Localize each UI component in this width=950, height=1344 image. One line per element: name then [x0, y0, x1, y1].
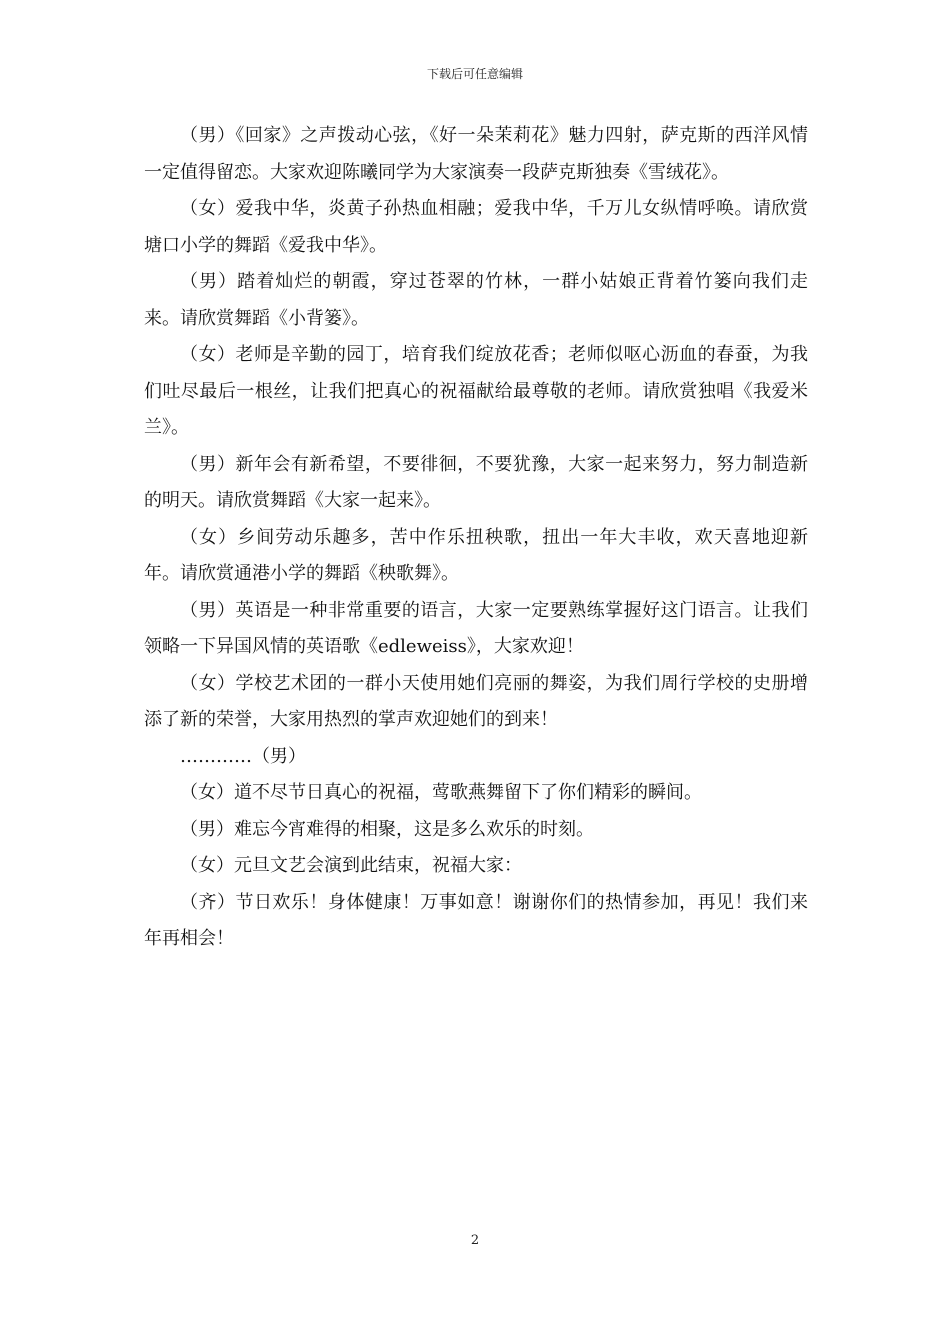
paragraph: （齐）节日欢乐！身体健康！万事如意！谢谢你们的热情参加，再见！我们来年再相会！ [144, 891, 808, 949]
paragraph: （男）踏着灿烂的朝霞，穿过苍翠的竹林，一群小姑娘正背着竹篓向我们走来。请欣赏舞蹈《小背篓》。 [144, 271, 808, 329]
paragraph: （女）元旦文艺会演到此结束，祝福大家： [180, 855, 522, 876]
paragraph: …………（男） [180, 745, 306, 767]
paragraph: （男）难忘今宵难得的相聚，这是多么欢乐的时刻。 [180, 818, 594, 840]
paragraph: （女）道不尽节日真心的祝福，莺歌燕舞留下了你们精彩的瞬间。 [180, 782, 702, 803]
page-number: 2 [470, 1233, 480, 1248]
document-body [144, 118, 808, 958]
paragraph: （男）英语是一种非常重要的语言，大家一定要熟练掌握好这门语言。让我们领略一下异国风情的英语歌《edleweiss》，大家欢迎！ [144, 599, 808, 657]
paragraph: （女）老师是辛勤的园丁，培育我们绽放花香；老师似呕心沥血的春蚕，为我们吐尽最后一根丝，让我们把真心的祝福献给最尊敬的老师。请欣赏独唱《我爱米兰》。 [144, 344, 808, 438]
paragraph: （男）新年会有新希望，不要徘徊，不要犹豫，大家一起来努力，努力制造新的明天。请欣赏舞蹈《大家一起来》。 [144, 453, 808, 511]
paragraph: （女）爱我中华，炎黄子孙热血相融；爱我中华，千万儿女纵情呼唤。请欣赏塘口小学的舞蹈《爱我中华》。 [144, 198, 808, 256]
paragraph: （男）《回家》之声拨动心弦，《好一朵茉莉花》魅力四射，萨克斯的西洋风情一定值得留恋。大家欢迎陈曦同学为大家演奏一段萨克斯独奏《雪绒花》。 [144, 125, 808, 183]
paragraph: （女）乡间劳动乐趣多，苦中作乐扭秧歌，扭出一年大丰收，欢天喜地迎新年。请欣赏通港小学的舞蹈《秧歌舞》。 [144, 526, 808, 584]
page-header: 下载后可任意编辑 [426, 67, 523, 81]
paragraph: （女）学校艺术团的一群小天使用她们亮丽的舞姿，为我们周行学校的史册增添了新的荣誉，大家用热烈的掌声欢迎她们的到来！ [144, 672, 808, 730]
